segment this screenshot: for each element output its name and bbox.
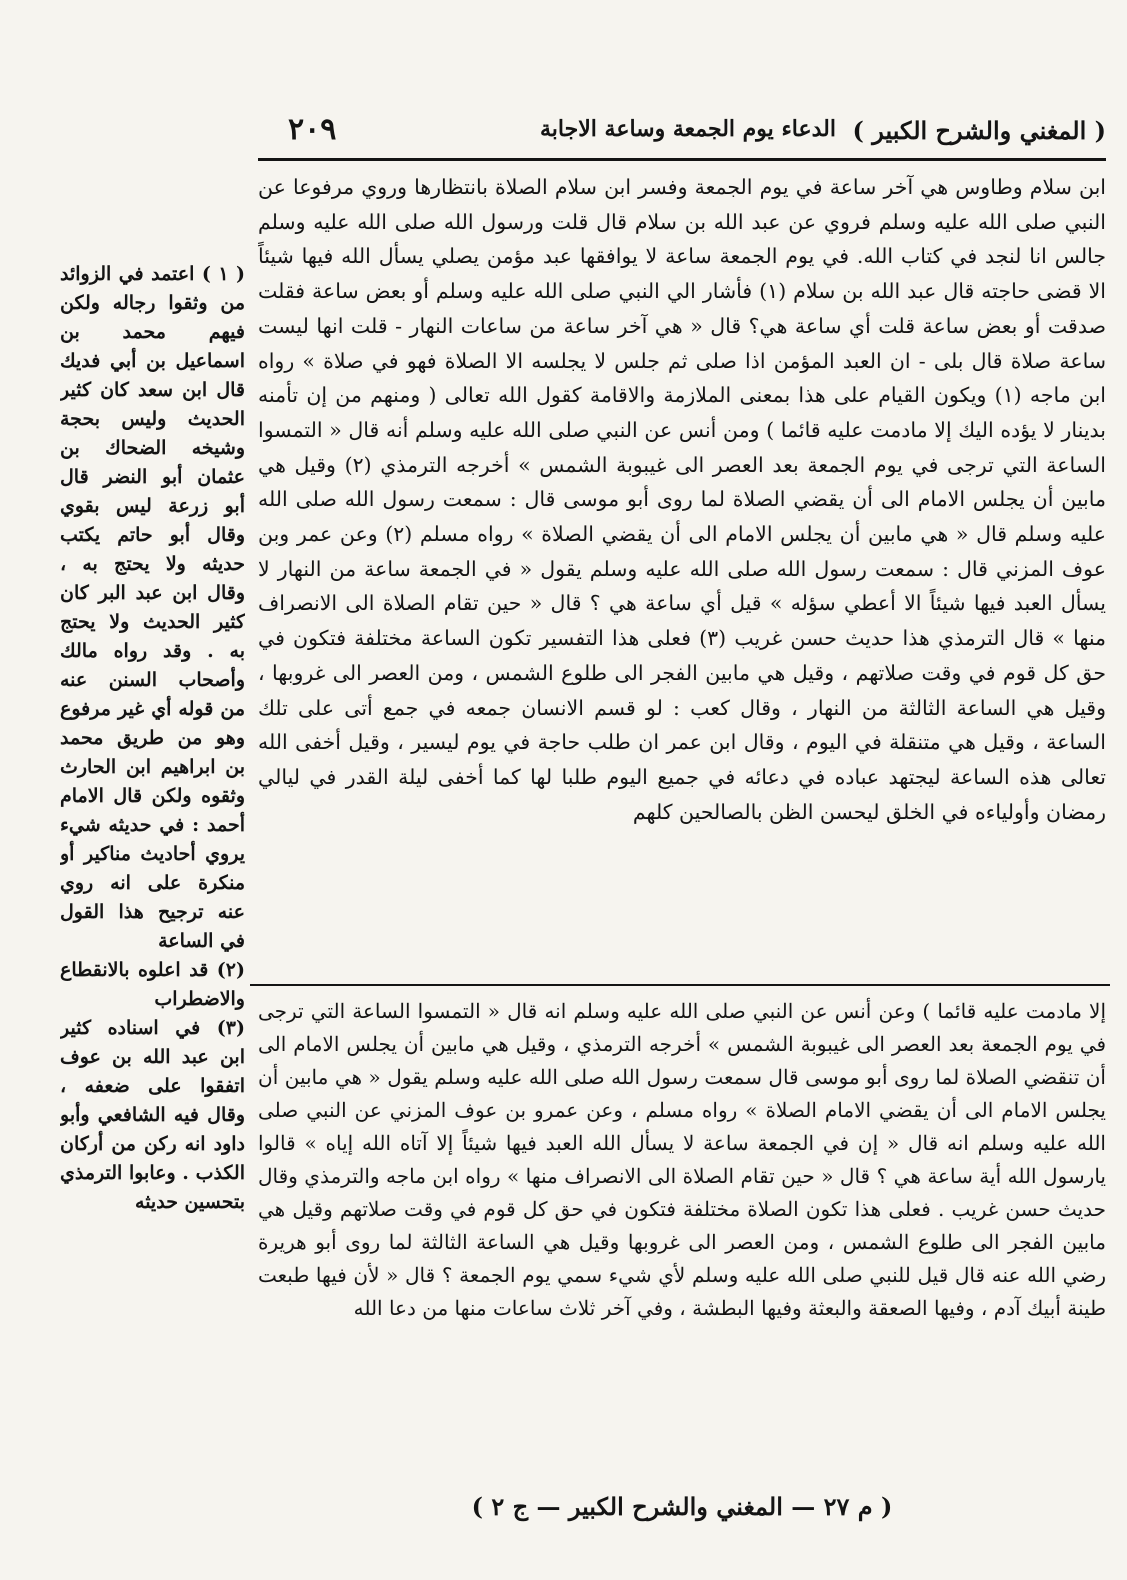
header-divider xyxy=(258,158,1106,161)
page-header xyxy=(258,112,1106,152)
commentary-paragraph: إلا مادمت عليه قائما ) وعن أنس عن النبي صلى الله عليه وسلم انه قال « التمسوا الساعة التي ترجى في يوم الجمعة بعد العصر الى غيبوبة الشمس » أخرجه الترمذي ، وقيل هي مابين أن يجلس الامام الى أن تنقضي الصلاة لما روى أبو موسى قال سمعت رسول الله صلى الله عليه وسلم يقول « هي مابين أن يجلس الامام الى أن يقضي الامام الصلاة » رواه مسلم ، وعن عمرو بن عوف المزني عن النبي صلى الله عليه وسلم انه قال « إن في الجمعة ساعة لا يسأل الله العبد فيها شيئاً إلا آتاه الله إياه » قالوا يارسول الله أية ساعة هي ؟ قال « حين تقام الصلاة الى الانصراف منها » رواه ابن ماجه والترمذي وقال حديث حسن غريب . فعلى هذا تكون الصلاة مختلفة فتكون في حق كل قوم في وقت صلاتهم وقيل هي مابين الفجر الى طلوع الشمس ، ومن العصر الى غروبها وقيل هي الساعة الثالثة لما روى أبو هريرة رضي الله عنه قال قيل للنبي صلى الله عليه وسلم لأي شيء سمي يوم الجمعة ؟ قال « لأن فيها طبعت طينة أبيك آدم ، وفيها الصعقة والبعثة وفيها البطشة ، وفي آخر ثلاث ساعات منها من دعا الله xyxy=(258,999,1106,1320)
main-paragraph: ابن سلام وطاوس هي آخر ساعة في يوم الجمعة وفسر ابن سلام الصلاة بانتظارها وروي مرفوعا عن النبي صلى الله عليه وسلم فروي عن عبد الله بن سلام قال قلت ورسول الله صلى الله عليه وسلم جالس انا لنجد في كتاب الله. في يوم الجمعة ساعة لا يوافقها عبد مؤمن يصلي يسأل الله فيها شيئاً الا قضى حاجته قال عبد الله بن سلام (١) فأشار الي النبي صلى الله عليه وسلم أو بعض ساعة فقلت صدقت أو بعض ساعة قلت أي ساعة هي؟ قال « هي آخر ساعة من ساعات النهار - قلت انها ليست ساعة صلاة قال بلى - ان العبد المؤمن اذا صلى ثم جلس لا يجلسه الا الصلاة فهو في صلاة » رواه ابن ماجه (١) ويكون القيام على هذا بمعنى الملازمة والاقامة كقول الله تعالى ( ومنهم من إن تأمنه بدينار لا يؤده اليك إلا مادمت عليه قائما ) ومن أنس عن النبي صلى الله عليه وسلم أنه قال « التمسوا الساعة التي ترجى في يوم الجمعة بعد العصر الى غيبوبة الشمس » أخرجه الترمذي (٢) وقيل هي مابين أن يجلس الامام الى أن يقضي الصلاة لما روى أبو موسى قال : سمعت رسول الله صلى الله عليه وسلم قال « هي مابين أن يجلس الامام الى أن يقضي الصلاة » رواه مسلم (٢) وعن عمر وبن عوف المزني قال : سمعت رسول الله صلى الله عليه وسلم يقول « في الجمعة ساعة من النهار لا يسأل العبد فيها شيئاً الا أعطي سؤله » قيل أي ساعة هي ؟ قال « حين تقام الصلاة الى الانصراف منها » قال الترمذي هذا حديث حسن غريب (٣) فعلى هذا التفسير تكون الساعة مختلفة فتكون في حق كل قوم في وقت صلاتهم ، وقيل هي مابين الفجر الى طلوع الشمس ، ومن العصر الى غروبها ، وقيل هي الساعة الثالثة من النهار ، وقال كعب : لو قسم الانسان جمعه في جمع أتى على تلك الساعة ، وقيل هي متنقلة في اليوم ، وقال ابن عمر ان طلب حاجة في يوم ليسير ، وقيل أخفى الله تعالى هذه الساعة ليجتهد عباده في دعائه في جميع اليوم طلبا لها كما أخفى ليلة القدر في ليالي رمضان وأولياءه في الخلق ليحسن الظن بالصالحين كلهم xyxy=(258,175,1106,824)
commentary-block xyxy=(258,995,1106,1490)
footnotes-column xyxy=(60,260,245,1490)
footnote-2: (٢) قد اعلوه بالانقطاع والاضطراب xyxy=(60,959,245,1010)
section-title: الدعاء يوم الجمعة وساعة الاجابة xyxy=(540,116,836,142)
section-divider xyxy=(250,984,1110,986)
footnote-3: (٣) في اسناده كثير ابن عبد الله بن عوف اتفقوا على ضعفه ، وقال فيه الشافعي وأبو داود انه ركن من أركان الكذب . وعابوا الترمذي بتحسين حديثه xyxy=(60,1017,245,1213)
page-footer: ( م ٢٧ — المغني والشرح الكبير — ج ٢ ) xyxy=(471,1492,893,1521)
page-number: ٢٠٩ xyxy=(288,112,337,147)
footnote-1: ( ١ ) اعتمد في الزوائد من وثقوا رجاله ولكن فيهم محمد بن اسماعيل بن أبي فديك قال ابن سعد كان كثير الحديث وليس بحجة وشيخه الضحاك بن عثمان أبو النضر قال أبو زرعة ليس بقوي وقال أبو حاتم يكتب حديثه ولا يحتج به ، وقال ابن عبد البر كان كثير الحديث ولا يحتج به . وقد رواه مالك وأصحاب السنن عنه من قوله أي غير مرفوع وهو من طريق محمد بن ابراهيم ابن الحارث وثقوه ولكن قال الامام أحمد : في حديثه شيء يروي أحاديث مناكير أو منكرة على انه روي عنه ترجيح هذا القول في الساعة xyxy=(60,263,245,952)
main-text-block xyxy=(258,170,1106,978)
book-title: ( المغني والشرح الكبير ) xyxy=(852,116,1106,145)
